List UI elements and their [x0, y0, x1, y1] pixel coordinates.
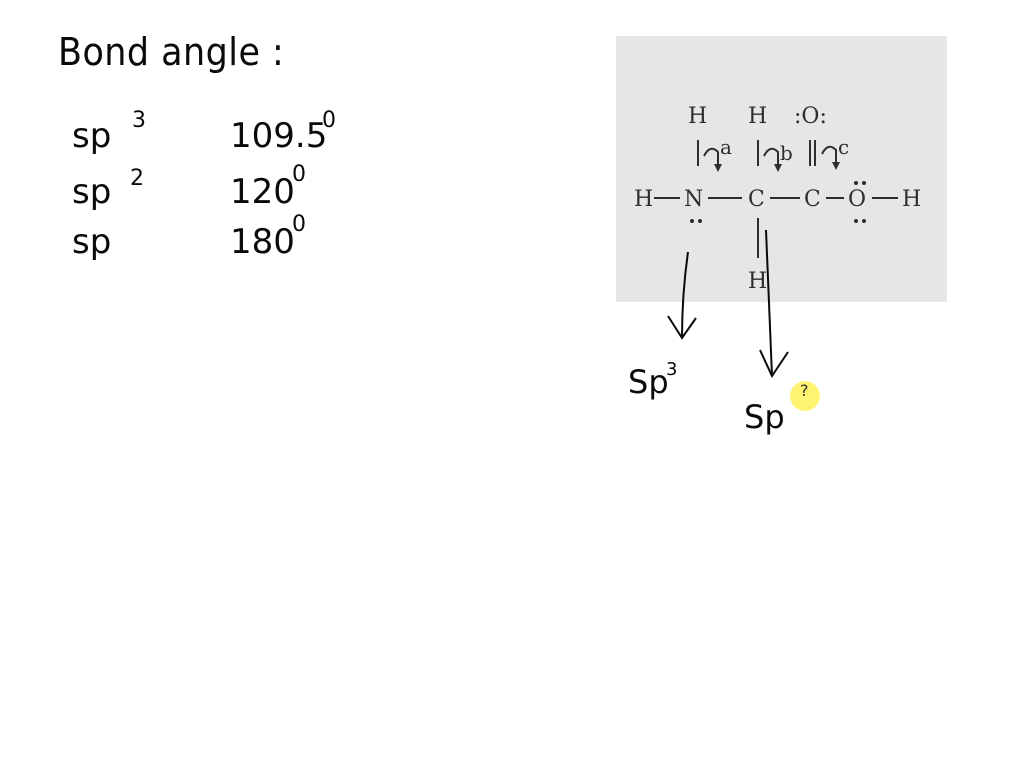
page-title: Bond angle : [58, 30, 285, 74]
atom-h-top-n: H [688, 104, 708, 129]
angle-label-a: a [720, 135, 732, 159]
angle-label-c: c [838, 135, 850, 159]
atom-c1: C [748, 187, 765, 212]
hyb-label: sp [72, 116, 112, 156]
atom-o-single: O [848, 187, 867, 212]
degree-mark: 0 [292, 212, 306, 237]
annotation-sp3: Sp [628, 363, 669, 401]
hyb-label: sp [72, 222, 112, 262]
annotation-sp-question: Sp [744, 398, 785, 436]
atom-h-bottom: H [748, 269, 768, 294]
angle-label-b: b [780, 141, 793, 165]
angle-value: 180 [230, 222, 295, 262]
angle-value: 109.5 [230, 116, 328, 156]
annotation-sup-mark: ? [800, 381, 809, 400]
degree-mark: 0 [322, 108, 336, 133]
atom-n: N [684, 187, 704, 212]
annotation-sp3-sup: 3 [666, 359, 678, 380]
atom-h-top-c: H [748, 104, 768, 129]
atom-h-left: H [634, 187, 654, 212]
atom-o-double: :O: [794, 104, 827, 129]
hyb-superscript: 2 [130, 166, 144, 191]
degree-mark: 0 [292, 162, 306, 187]
angle-value: 120 [230, 172, 295, 212]
hyb-label: sp [72, 172, 112, 212]
atom-h-right: H [902, 187, 922, 212]
atom-c2: C [804, 187, 821, 212]
hyb-superscript: 3 [132, 108, 146, 133]
